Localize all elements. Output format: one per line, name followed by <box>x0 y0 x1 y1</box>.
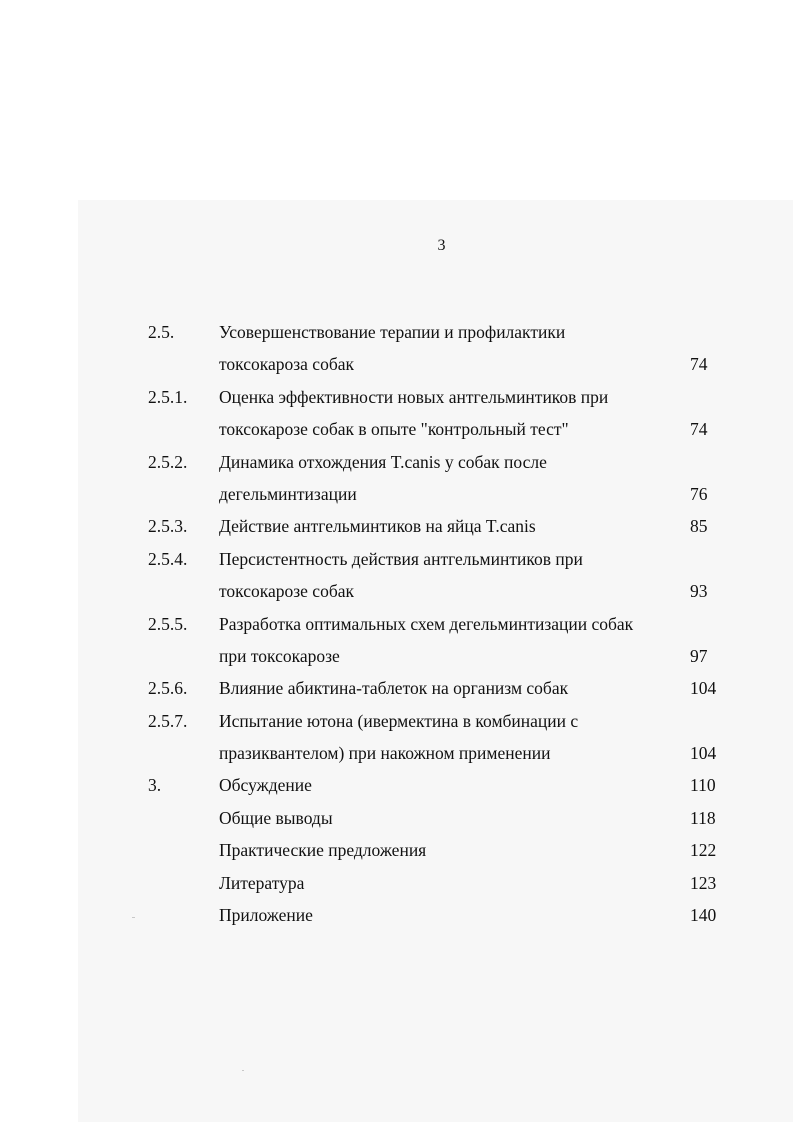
toc-entry-number: 2.5.5. <box>148 613 188 634</box>
toc-entry-title: дегельминтизации <box>219 483 357 504</box>
toc-entry-page: 85 <box>690 516 708 537</box>
toc-entry-number: 2.5.7. <box>148 710 188 731</box>
toc-entry-title: Испытание ютона (ивермектина в комбинации с <box>219 710 579 731</box>
toc-line <box>0 834 793 866</box>
toc-entry-page: 123 <box>690 872 717 893</box>
toc-line <box>0 899 793 931</box>
toc-line <box>0 413 793 445</box>
scan-speck <box>242 1070 244 1071</box>
toc-entry-title: Литература <box>219 872 305 893</box>
toc-entry-number: 2.5.4. <box>148 548 188 569</box>
toc-entry-title: Влияние абиктина-таблеток на организм собак <box>219 678 569 699</box>
toc-entry-page: 104 <box>690 678 717 699</box>
toc-entry-page: 97 <box>690 645 708 666</box>
toc-line <box>0 705 793 737</box>
toc-line <box>0 316 793 348</box>
toc-entry-page: 74 <box>690 419 708 440</box>
toc-entry-page: 76 <box>690 483 708 504</box>
toc-entry-page: 110 <box>690 775 716 796</box>
toc-line <box>0 672 793 704</box>
toc-entry-page: 122 <box>690 840 717 861</box>
toc-line <box>0 446 793 478</box>
toc-line <box>0 381 793 413</box>
toc-line <box>0 640 793 672</box>
toc-entry-title: Общие выводы <box>219 807 333 828</box>
toc-entry-page: 118 <box>690 807 716 828</box>
toc-entry-number: 2.5. <box>148 322 175 342</box>
page-number: 3 <box>437 237 446 254</box>
toc-entry-title: Усовершенствование терапии и профилактики <box>219 322 566 342</box>
toc-entry-title: при токсокарозе <box>219 645 340 666</box>
toc-line <box>0 608 793 640</box>
table-of-contents <box>0 316 793 931</box>
toc-entry-number: 2.5.1. <box>148 386 188 407</box>
toc-entry-page: 74 <box>690 354 708 375</box>
toc-entry-title: Оценка эффективности новых антгельминтиков при <box>219 386 609 407</box>
toc-entry-number: 2.5.6. <box>148 678 188 699</box>
toc-entry-title: Действие антгельминтиков на яйца T.canis <box>219 516 536 537</box>
toc-line <box>0 543 793 575</box>
toc-line <box>0 478 793 510</box>
toc-line <box>0 510 793 542</box>
toc-entry-title: Персистентность действия антгельминтиков при <box>219 548 583 569</box>
toc-entry-title: токсокарозе собак <box>219 581 355 602</box>
toc-entry-title: Разработка оптимальных схем дегельминтизации собак <box>219 613 634 634</box>
toc-entry-title: токсокарозе собак в опыте "контрольный тест" <box>219 419 569 440</box>
toc-line <box>0 737 793 769</box>
toc-line <box>0 575 793 607</box>
toc-entry-page: 104 <box>690 743 717 764</box>
toc-line <box>0 769 793 801</box>
toc-entry-page: 140 <box>690 905 717 926</box>
toc-entry-page: 93 <box>690 581 708 602</box>
toc-entry-number: 2.5.2. <box>148 451 188 472</box>
toc-entry-title: Практические предложения <box>219 840 427 861</box>
toc-entry-number: 3. <box>148 775 162 796</box>
toc-entry-title: Приложение <box>219 905 313 926</box>
toc-entry-number: 2.5.3. <box>148 516 188 537</box>
toc-entry-title: токсокароза собак <box>219 354 355 375</box>
toc-entry-title: празиквантелом) при накожном применении <box>219 743 551 764</box>
toc-line <box>0 802 793 834</box>
toc-line <box>0 348 793 380</box>
toc-entry-title: Обсуждение <box>219 775 312 796</box>
toc-entry-title: Динамика отхождения T.canis у собак после <box>219 451 547 472</box>
toc-line <box>0 867 793 899</box>
